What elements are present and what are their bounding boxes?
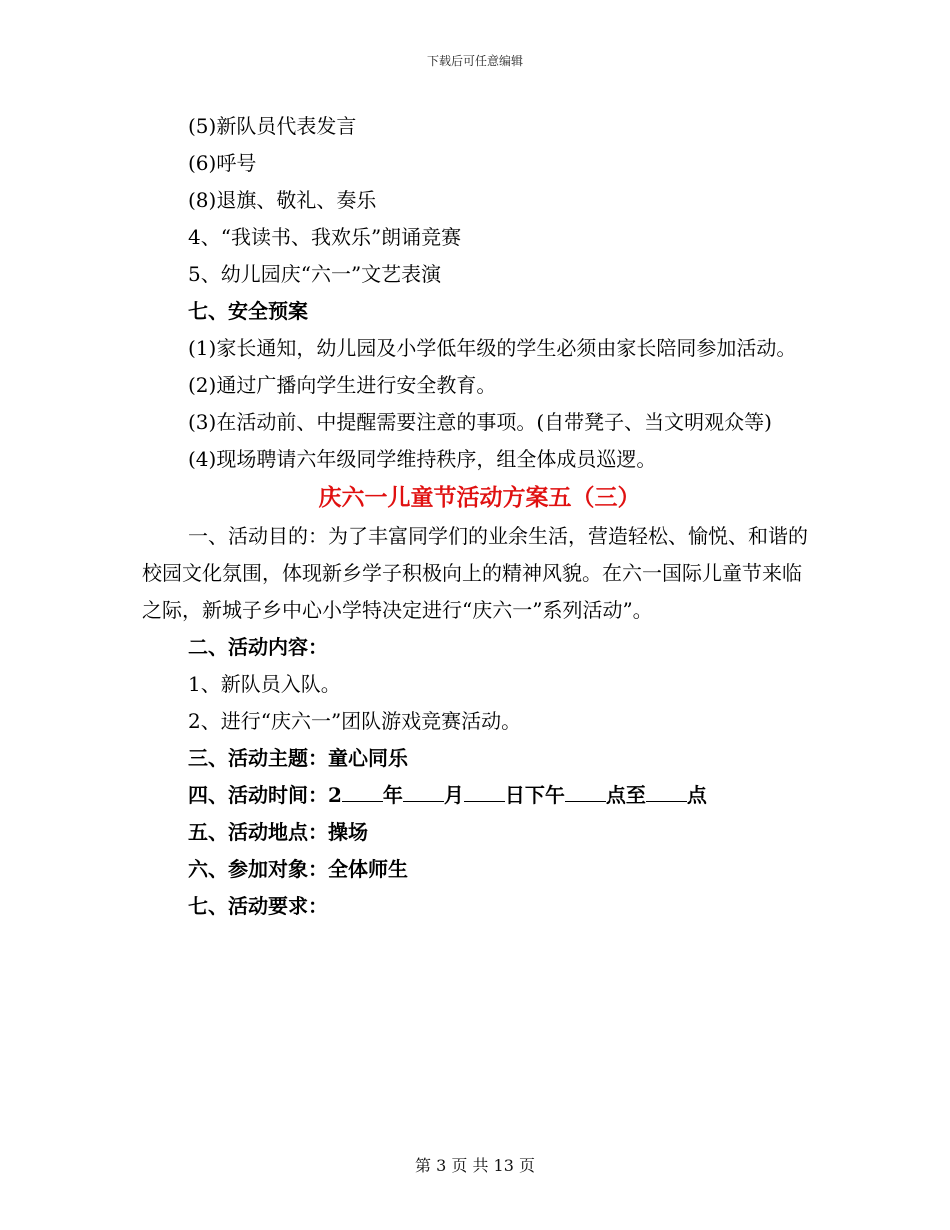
page-header: 下载后可任意编辑 bbox=[426, 54, 523, 68]
blank-line bbox=[403, 783, 444, 802]
time-part: 日下午 bbox=[504, 783, 565, 807]
section-title: 庆六一儿童节活动方案五（三） bbox=[318, 484, 641, 511]
paragraph: (5)新队员代表发言 bbox=[188, 114, 357, 138]
time-part: 点 bbox=[686, 783, 707, 807]
paragraph: (2)通过广播向学生进行安全教育。 bbox=[188, 373, 497, 397]
blank-line bbox=[342, 783, 383, 802]
time-part: 点至 bbox=[605, 783, 646, 807]
paragraph: (8)退旗、敬礼、奏乐 bbox=[188, 188, 377, 212]
paragraph: 2、进行“庆六一”团队游戏竞赛活动。 bbox=[188, 709, 522, 733]
section-heading: 三、活动主题：童心同乐 bbox=[188, 746, 408, 770]
section-heading: 六、参加对象：全体师生 bbox=[188, 857, 408, 881]
paragraph: 4、“我读书、我欢乐”朗诵竞赛 bbox=[188, 225, 462, 249]
section-heading: 二、活动内容： bbox=[188, 635, 328, 659]
time-label: 四、活动时间：2 bbox=[188, 783, 342, 807]
paragraph: (6)呼号 bbox=[188, 151, 257, 175]
section-heading: 七、安全预案 bbox=[188, 299, 308, 323]
section-heading: 七、活动要求： bbox=[188, 894, 328, 918]
activity-time-line bbox=[142, 777, 817, 814]
blank-line bbox=[646, 783, 687, 802]
page-footer: 第 3 页 共 13 页 bbox=[415, 1156, 535, 1175]
blank-line bbox=[565, 783, 606, 802]
paragraph-group-2 bbox=[142, 518, 817, 925]
paragraph: (4)现场聘请六年级同学维持秩序，组全体成员巡逻。 bbox=[188, 447, 657, 471]
time-part: 年 bbox=[382, 783, 403, 807]
time-part: 月 bbox=[443, 783, 464, 807]
section-heading: 五、活动地点：操场 bbox=[188, 820, 368, 844]
paragraph: 5、幼儿园庆“六一”文艺表演 bbox=[188, 262, 442, 286]
paragraph: 1、新队员入队。 bbox=[188, 672, 341, 696]
blank-line bbox=[464, 783, 505, 802]
paragraph: 一、活动目的：为了丰富同学们的业余生活，营造轻松、愉悦、和谐的校园文化氛围，体现新乡学子积极向上的精神风貌。在六一国际儿童节来临之际，新城子乡中心小学特决定进行“庆六一”系列活动”。 bbox=[142, 524, 808, 622]
document-body bbox=[142, 108, 817, 925]
paragraph: (3)在活动前、中提醒需要注意的事项。(自带凳子、当文明观众等) bbox=[188, 410, 772, 434]
paragraph-group-1 bbox=[142, 108, 817, 478]
paragraph: (1)家长通知，幼儿园及小学低年级的学生必须由家长陪同参加活动。 bbox=[188, 336, 797, 360]
